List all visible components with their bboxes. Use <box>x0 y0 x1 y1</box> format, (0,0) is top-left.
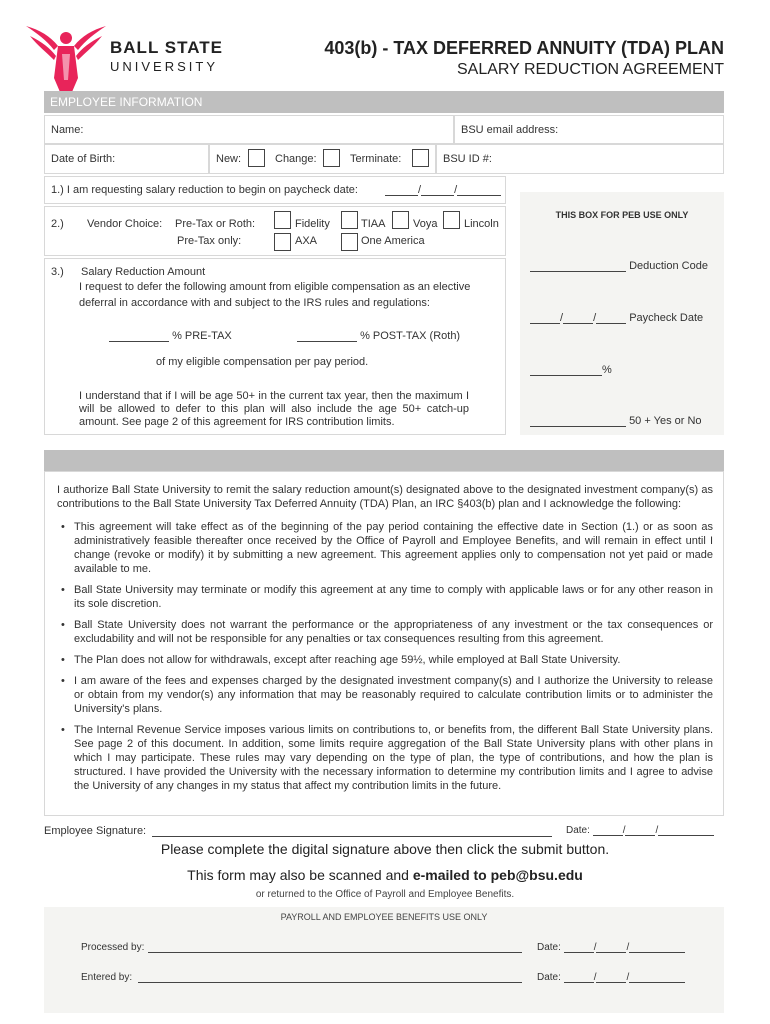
terminate-checkbox[interactable] <box>412 149 429 167</box>
voya-checkbox[interactable] <box>392 211 409 229</box>
processed-by-field[interactable] <box>148 942 522 953</box>
name-field[interactable] <box>44 115 454 144</box>
deduction-code-field[interactable]: Deduction Code <box>530 260 708 272</box>
dob-field[interactable] <box>44 144 209 174</box>
acknowledgement-item: • Ball State University may terminate or modify this agreement at any time to comply with applicable laws or for any other reason in its sole discretion. <box>57 583 713 611</box>
entered-by-label: Entered by: <box>81 972 133 983</box>
processed-date-field[interactable]: Date: / / <box>537 942 685 953</box>
email-instruction: This form may also be scanned and e-mailed to peb@bsu.edu <box>187 867 583 883</box>
authorization-header <box>44 450 724 471</box>
one-america-checkbox[interactable] <box>341 233 358 251</box>
section-3-desc-1: I request to defer the following amount from eligible compensation as an elective <box>79 281 471 293</box>
entered-by-field[interactable] <box>138 972 522 983</box>
dob-label: Date of Birth: <box>51 153 116 165</box>
tiaa-checkbox[interactable] <box>341 211 358 229</box>
post-tax-input[interactable]: % POST-TAX (Roth) <box>297 330 460 342</box>
acknowledgement-item: • The Plan does not allow for withdrawals, except after reaching age 59½, while employed at Ball State University. <box>57 653 713 667</box>
axa-label: AXA <box>295 235 318 247</box>
payroll-use-box <box>44 907 724 1013</box>
acknowledgement-item: • Ball State University does not warrant the performance or the appropriateness of any investment or the tax consequences or excludability and will not be responsible for any penalties or tax consequences resulting from this agreement. <box>57 618 713 646</box>
signature-date-field[interactable]: Date: / / <box>566 825 714 836</box>
email-address[interactable]: e-mailed to peb@bsu.edu <box>412 867 583 883</box>
peb-use-box <box>520 192 724 435</box>
payroll-box-title: PAYROLL AND EMPLOYEE BENEFITS USE ONLY <box>280 912 488 922</box>
authorization-intro: I authorize Ball State University to remit the salary reduction amount(s) designated above to the designated investment company(s) as contributions to the Ball State University Tax Deferred Annuity (TDA) Plan, an IRC §403(b) plan and I acknowledge the following: <box>57 484 713 510</box>
vendor-choice-label: Vendor Choice: <box>87 218 163 230</box>
change-label: Change: <box>275 153 317 165</box>
peb-box-title: THIS BOX FOR PEB USE ONLY <box>555 210 689 220</box>
pre-tax-roth-label: Pre-Tax or Roth: <box>175 218 256 230</box>
employee-info-header: EMPLOYEE INFORMATION <box>44 91 724 113</box>
section-2 <box>44 206 506 256</box>
returned-instruction: or returned to the Office of Payroll and Employee Benefits. <box>255 889 515 900</box>
lincoln-checkbox[interactable] <box>443 211 460 229</box>
section-3-desc-2: deferral in accordance with and subject to the IRS rules and regulations: <box>79 297 430 309</box>
fifty-plus-field[interactable]: 50 + Yes or No <box>530 415 702 427</box>
lincoln-label: Lincoln <box>464 218 499 230</box>
one-america-label: One America <box>361 235 425 247</box>
email-field[interactable] <box>454 115 724 144</box>
peb-percent-field[interactable]: % <box>530 364 612 376</box>
pre-tax-only-label: Pre-Tax only: <box>177 235 242 247</box>
employee-signature-label: Employee Signature: <box>44 825 147 837</box>
tiaa-label: TIAA <box>361 218 386 230</box>
new-label: New: <box>216 153 242 165</box>
section-2-number: 2.) <box>51 218 64 230</box>
acknowledgement-item: • This agreement will take effect as of the beginning of the pay period containing the effective date in Section (1.) or as soon as administratively feasible thereafter once received by the Office of Payroll and Employee Benefits, and will remain in effect until I change (revoke or modify) it by submitting a new agreement. This agreement applies only to compensation not yet paid or made available to me. <box>57 520 713 576</box>
axa-checkbox[interactable] <box>274 233 291 251</box>
age-50-text: I understand that if I will be age 50+ in the current tax year, then the maximum I will be allowed to defer to this plan will also include the age 50+ catch-up amount. See page 2 of this agreement for IRS contribution limits. <box>79 390 469 428</box>
pre-tax-input[interactable]: % PRE-TAX <box>109 330 232 342</box>
status-group <box>209 144 436 174</box>
new-checkbox[interactable] <box>248 149 265 167</box>
ball-state-logo <box>24 20 108 94</box>
paycheck-date-input[interactable]: / / <box>385 184 501 196</box>
section-1-text: 1.) I am requesting salary reduction to begin on paycheck date: <box>51 184 358 196</box>
per-period-text: of my eligible compensation per pay period. <box>156 356 369 368</box>
fidelity-checkbox[interactable] <box>274 211 291 229</box>
section-3-number: 3.) <box>51 266 64 278</box>
processed-by-label: Processed by: <box>81 942 145 953</box>
authorization-box <box>44 471 724 816</box>
university-name: BALL STATE <box>110 38 223 57</box>
terminate-label: Terminate: <box>350 153 402 165</box>
form-title: 403(b) - TAX DEFERRED ANNUITY (TDA) PLAN <box>324 38 724 58</box>
acknowledgement-item: • The Internal Revenue Service imposes various limits on contributions to, or benefits from, the different Ball State University plans. See page 2 of this document. In addition, some limits require aggregation of the Ball State University plans with other plans in which I may participate. These rules may vary depending on the type of plan, the type of contributions, and how the plan is structured. I have provided the University with the necessary information to determine my contribution limits and I agree to advise the University of any changes in my status that affect my contribution limits in the future. <box>57 723 713 793</box>
bsu-id-label: BSU ID #: <box>443 153 492 165</box>
section-3 <box>44 258 506 435</box>
university-word: UNIVERSITY <box>110 59 219 74</box>
employee-signature-field[interactable] <box>152 825 552 837</box>
section-3-title: Salary Reduction Amount <box>81 266 206 278</box>
digital-signature-instruction: Please complete the digital signature above then click the submit button. <box>160 841 610 857</box>
form-subtitle: SALARY REDUCTION AGREEMENT <box>456 61 724 78</box>
change-checkbox[interactable] <box>323 149 340 167</box>
name-label: Name: <box>51 124 84 136</box>
fidelity-label: Fidelity <box>295 218 330 230</box>
email-label: BSU email address: <box>461 124 559 136</box>
section-1 <box>44 176 506 204</box>
entered-date-field[interactable]: Date: / / <box>537 972 685 983</box>
acknowledgement-list <box>57 520 713 793</box>
voya-label: Voya <box>413 218 438 230</box>
peb-paycheck-date-field[interactable]: / / Paycheck Date <box>530 312 703 324</box>
acknowledgement-item: • I am aware of the fees and expenses charged by the designated investment company(s) and I authorize the University to release or obtain from my vendor(s) any information that may be reasonably required to calculate contribution limits or to administer the University's plans. <box>57 674 713 716</box>
bsu-id-field[interactable] <box>436 144 724 174</box>
